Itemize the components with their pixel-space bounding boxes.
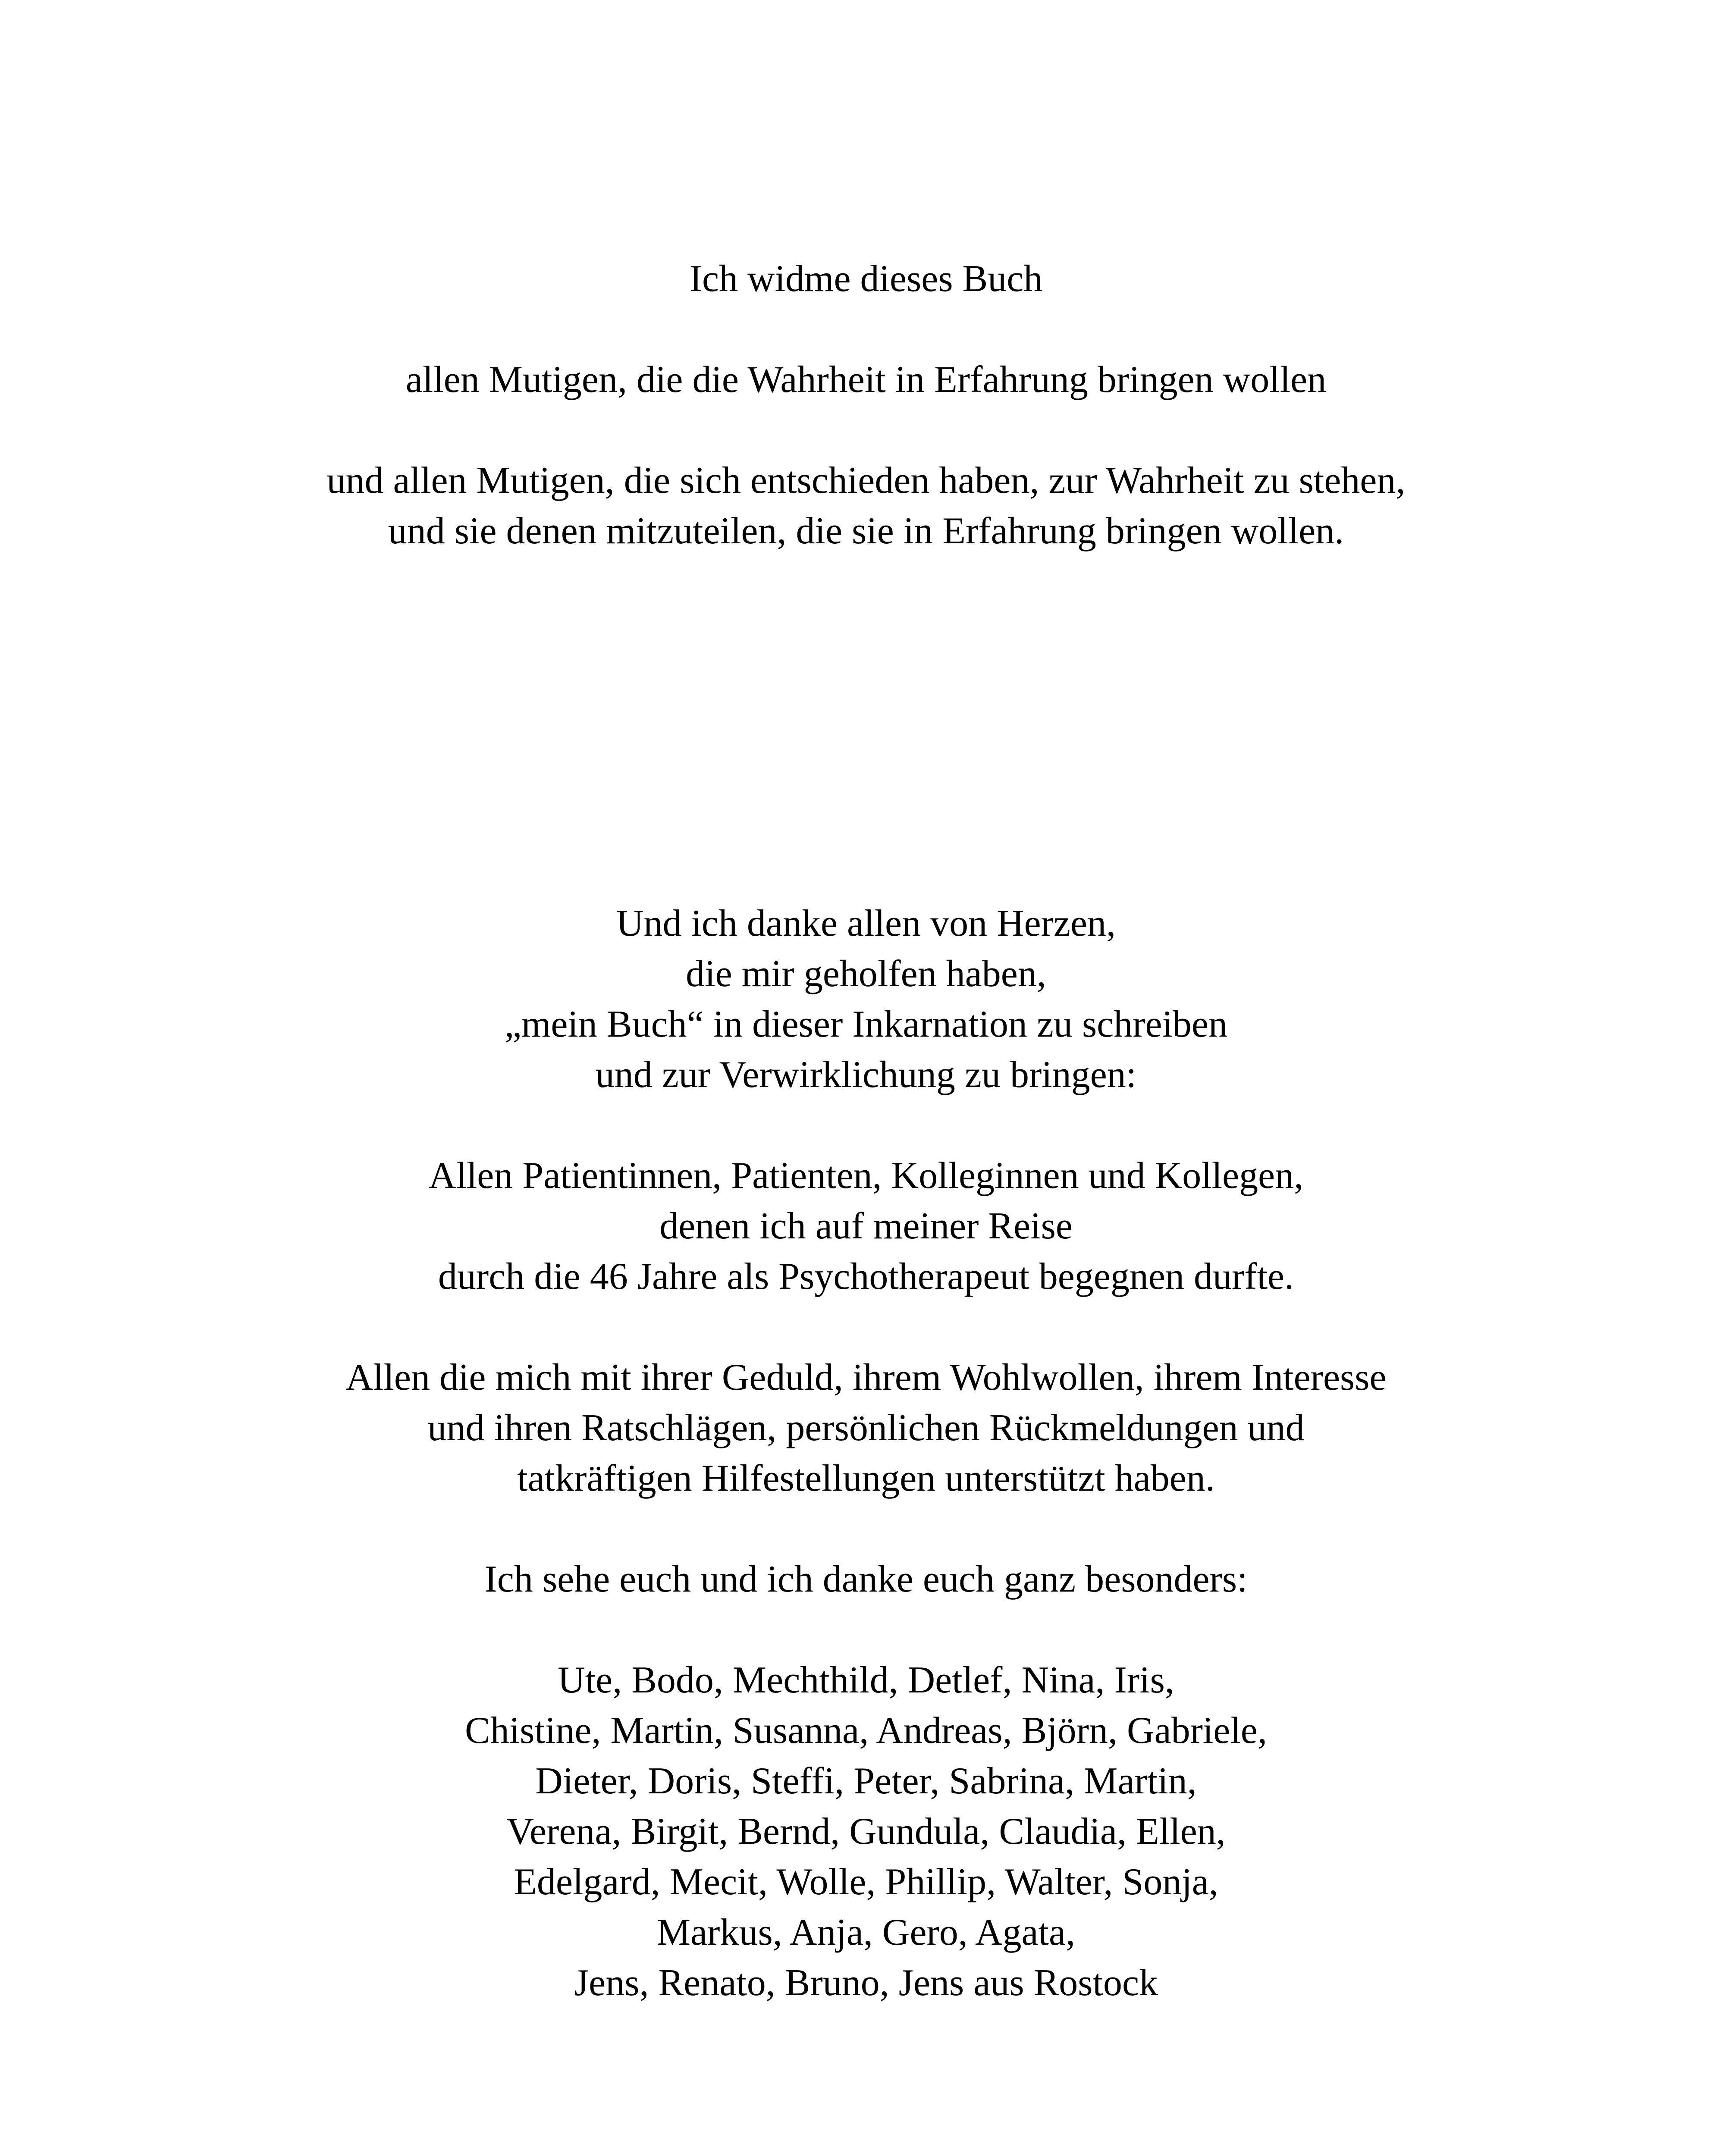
names-line: Ute, Bodo, Mechthild, Detlef, Nina, Iris,	[558, 1659, 1174, 1701]
thanks-patients-line: denen ich auf meiner Reise	[659, 1205, 1073, 1247]
names-line: Jens, Renato, Bruno, Jens aus Rostock	[574, 1962, 1158, 2004]
names-line: Dieter, Doris, Steffi, Peter, Sabrina, Martin,	[535, 1760, 1197, 1802]
dedication-line: Ich widme dieses Buch	[689, 258, 1043, 300]
thanks-special-line: Ich sehe euch und ich danke euch ganz besonders:	[484, 1558, 1248, 1600]
names-line: Markus, Anja, Gero, Agata,	[656, 1912, 1076, 1953]
names-line: Chistine, Martin, Susanna, Andreas, Björn, Gabriele,	[465, 1710, 1267, 1752]
thanks-intro-line: „mein Buch“ in dieser Inkarnation zu schreiben	[504, 1003, 1228, 1045]
names-line: Verena, Birgit, Bernd, Gundula, Claudia, Ellen,	[506, 1811, 1226, 1852]
thanks-patients-line: Allen Patientinnen, Patienten, Kolleginnen und Kollegen,	[428, 1155, 1304, 1197]
acknowledgements-section	[0, 898, 1732, 2008]
dedication-line: und allen Mutigen, die sich entschieden haben, zur Wahrheit zu stehen,	[326, 460, 1406, 501]
names-line: Edelgard, Mecit, Wolle, Phillip, Walter, Sonja,	[514, 1861, 1218, 1903]
thanks-supporters-line: tatkräftigen Hilfestellungen unterstützt haben.	[517, 1457, 1215, 1499]
dedication-line: und sie denen mitzuteilen, die sie in Erfahrung bringen wollen.	[388, 510, 1344, 552]
thanks-intro-line: Und ich danke allen von Herzen,	[616, 903, 1116, 944]
thanks-supporters-line: Allen die mich mit ihrer Geduld, ihrem Wohlwollen, ihrem Interesse	[345, 1357, 1387, 1398]
thanks-supporters-line: und ihren Ratschlägen, persönlichen Rückmeldungen und	[427, 1407, 1305, 1449]
thanks-intro-line: die mir geholfen haben,	[686, 953, 1046, 995]
thanks-patients-line: durch die 46 Jahre als Psychotherapeut begegnen durfte.	[438, 1256, 1294, 1297]
thanks-intro-line: und zur Verwirklichung zu bringen:	[595, 1054, 1137, 1096]
dedication-line: allen Mutigen, die die Wahrheit in Erfahrung bringen wollen	[405, 359, 1327, 401]
dedication-section	[0, 254, 1732, 556]
